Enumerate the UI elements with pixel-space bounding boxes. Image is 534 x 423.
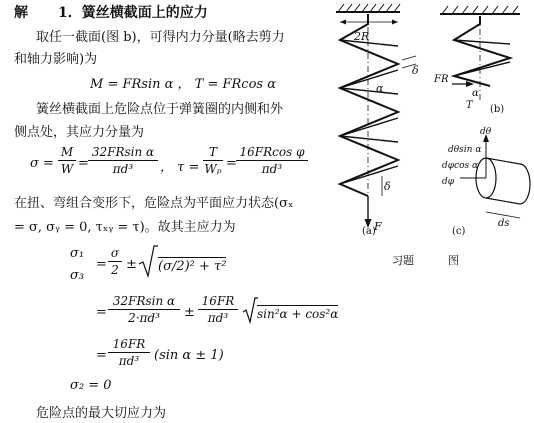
ceiling-support-b-icon	[440, 6, 520, 14]
figure-caption-left: 习题	[392, 254, 414, 267]
solution-label: 解	[14, 5, 28, 21]
force-F-label: F	[374, 220, 382, 233]
text-line-5: 在扭、弯组合变形下，危险点为平面应力状态(σₓ	[14, 196, 294, 211]
fraction-denominator: W	[60, 162, 74, 176]
d-phi-cos-label: dφcos α	[442, 161, 479, 171]
text-line-1: 取任一截面(图 b)，可得内力分量(略去剪力	[36, 30, 285, 45]
tau-equals: =	[226, 156, 237, 171]
fraction-denominator: Wₚ	[204, 162, 222, 176]
fraction-bar	[198, 309, 238, 310]
principal-eq3-fraction	[108, 337, 150, 368]
principal-eq1-fraction	[108, 246, 122, 277]
fraction-numerator: 16FR	[201, 294, 235, 308]
fraction-bar	[108, 261, 122, 262]
fraction-denominator: 2	[111, 263, 119, 277]
sigma-3-label: σ₃	[70, 268, 85, 283]
text-line-3: 簧丝横截面上危险点位于弹簧圈的内侧和外	[36, 102, 284, 117]
fraction-numerator: M	[60, 145, 74, 159]
section-title: 1．簧丝横截面上的应力	[58, 5, 208, 21]
dimension-2R: 2R	[354, 30, 370, 43]
figure-caption-right: 图	[448, 254, 459, 267]
text-line-6: = σ, σᵧ = 0, τₓᵧ = τ)。故其主应力为	[14, 220, 236, 235]
principal-eq3-rest: (sin α ± 1)	[154, 348, 224, 363]
fraction-denominator: πd³	[112, 162, 134, 176]
principal-eq2-root: sin²α + cos²α	[257, 307, 339, 321]
principal-eq2-equals: =	[96, 305, 107, 320]
fraction-bar	[58, 160, 76, 161]
ceiling-support-icon	[336, 4, 400, 12]
fraction-denominator: πd³	[207, 311, 229, 325]
fraction-bar	[236, 160, 308, 161]
dimension-delta-bottom: δ	[384, 180, 391, 193]
sigma-equals: =	[78, 156, 89, 171]
fraction-numerator: T	[208, 145, 217, 159]
spring-coil-b	[454, 16, 510, 86]
ds-label: ds	[498, 218, 510, 229]
angle-alpha-b: α	[472, 88, 479, 99]
fraction-denominator: 2·πd³	[128, 311, 160, 325]
text-line-4: 侧点处，其应力分量为	[14, 125, 145, 140]
sigma-lhs: σ =	[30, 156, 54, 171]
sqrt-sign-icon	[242, 296, 258, 324]
equation-internal-forces: M = FRsin α ， T = FRcos α	[90, 77, 276, 92]
sigma-fraction-1	[58, 145, 76, 176]
fraction-numerator: 16FRcos φ	[239, 145, 305, 159]
principal-eq2-fraction-1	[108, 294, 180, 325]
principal-eq2-fraction-2	[198, 294, 238, 325]
text-line-last: 危险点的最大切应力为	[36, 406, 167, 421]
fraction-denominator: πd³	[261, 162, 283, 176]
force-FR-label: FR	[434, 74, 449, 85]
spring-figure	[320, 0, 534, 270]
principal-eq1-equals: =	[96, 257, 107, 272]
label-b: (b)	[490, 104, 505, 115]
sigma-fraction-2	[88, 145, 158, 176]
label-c: (c)	[452, 226, 466, 237]
d-phi-label: dφ	[442, 177, 455, 187]
fraction-numerator: 32FRsin α	[91, 145, 155, 159]
principal-eq3-equals: =	[96, 348, 107, 363]
fraction-numerator: σ	[110, 246, 120, 260]
fraction-bar	[88, 160, 158, 161]
sigma-1-label: σ₁	[70, 246, 85, 261]
fraction-bar	[108, 309, 180, 310]
sqrt-sign-icon	[138, 244, 158, 278]
torque-T-label: T	[466, 100, 473, 111]
principal-eq1-root: (σ/2)² + τ²	[158, 259, 227, 274]
fraction-numerator: 32FRsin α	[112, 294, 176, 308]
tau-lhs: ， τ =	[160, 160, 200, 175]
fraction-bar	[108, 352, 150, 353]
spring-coil-back	[340, 40, 398, 184]
dimension-delta-top: δ	[412, 64, 419, 77]
principal-eq1-plusminus: ±	[126, 257, 137, 272]
label-a: (a)	[362, 226, 376, 237]
d-theta-sin-label: dθsin α	[448, 145, 482, 155]
tau-fraction-2	[236, 145, 308, 176]
angle-alpha-a: α	[376, 82, 384, 95]
d-theta-label: dθ	[480, 127, 492, 137]
principal-eq2-plusminus: ±	[184, 305, 195, 320]
fraction-bar	[203, 160, 223, 161]
sigma-2-equation: σ₂ = 0	[70, 378, 112, 393]
fraction-denominator: πd³	[118, 354, 140, 368]
fraction-numerator: 16FR	[112, 337, 146, 351]
tau-fraction-1	[203, 145, 223, 176]
text-line-2: 和轴力影响)为	[14, 52, 98, 67]
